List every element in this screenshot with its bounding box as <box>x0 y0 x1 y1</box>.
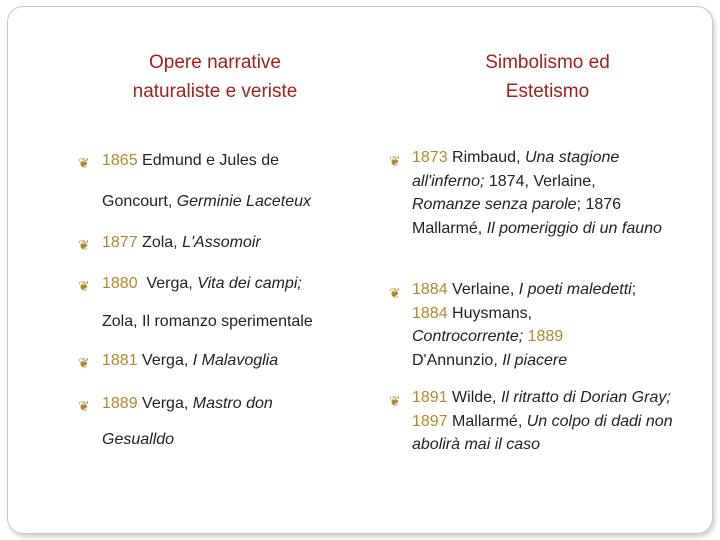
year: 1877 <box>102 234 138 251</box>
right-title-line-2: Estetismo <box>505 81 590 102</box>
left-title-line-1: Opere narrative <box>148 52 281 73</box>
bullet-icon: ❦ <box>78 155 90 171</box>
right-item-text: 1873 Rimbaud, Una stagione all'inferno; 1874, Verlaine, Romanze senza parole; 1876 Mallarmé, Il pomeriggio di un fauno <box>412 149 662 237</box>
year: 1880 <box>102 275 138 292</box>
bullet-icon: ❦ <box>389 153 401 169</box>
right-title-line-1: Simbolismo ed <box>485 52 610 73</box>
bullet-icon: ❦ <box>78 278 90 294</box>
year: 1865 <box>102 152 138 169</box>
right-item-text: 1891 Wilde, Il ritratto di Dorian Gray; 1897 Mallarmé, Un colpo di dadi non abolirà mai il caso <box>412 389 673 453</box>
left-title-line-2: naturaliste e veriste <box>132 81 298 102</box>
left-column-title <box>90 48 340 106</box>
right-column-title <box>420 48 675 106</box>
bullet-icon: ❦ <box>389 393 401 409</box>
bullet-icon: ❦ <box>78 398 90 414</box>
right-item-text: 1884 Verlaine, I poeti maledetti; 1884 Huysmans, Controcorrente; 1889 D'Annunzio, Il piacere <box>412 281 637 369</box>
year: 1881 <box>102 352 138 369</box>
bullet-icon: ❦ <box>78 355 90 371</box>
year: 1889 <box>102 395 138 412</box>
bullet-icon: ❦ <box>78 237 90 253</box>
bullet-icon: ❦ <box>389 285 401 301</box>
